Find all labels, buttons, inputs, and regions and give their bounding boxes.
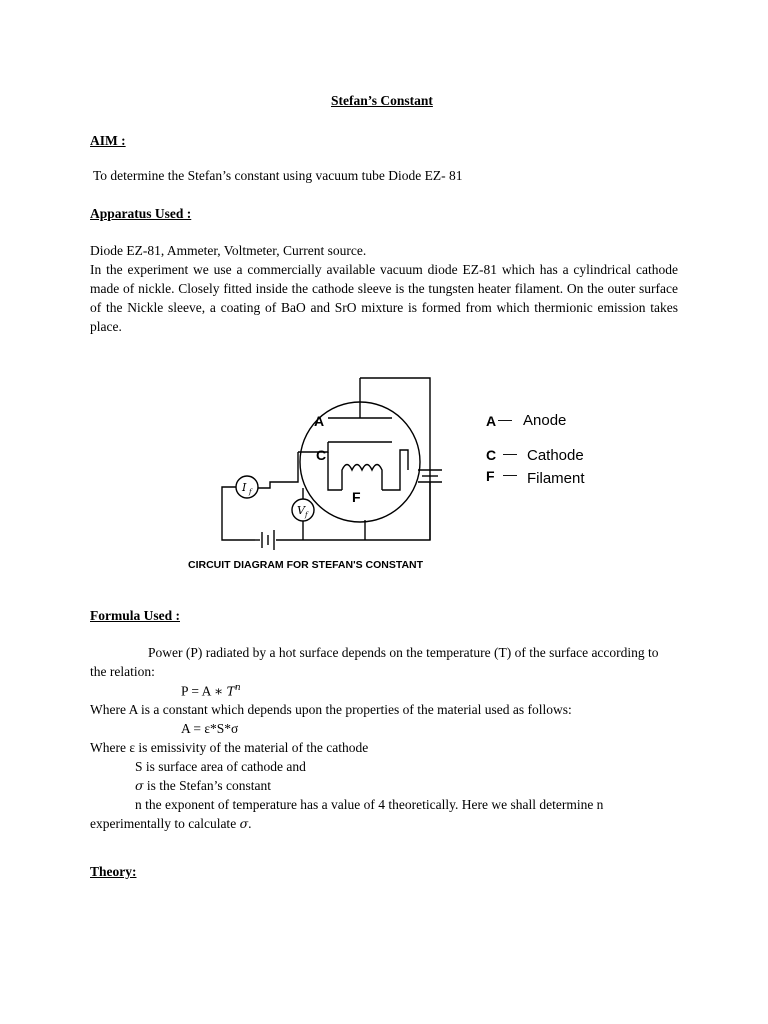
equation-power-t: T <box>226 683 235 699</box>
aim-heading: AIM : <box>90 133 126 148</box>
legend-dash-f: — <box>503 466 517 482</box>
equation-power <box>181 683 241 700</box>
equation-power-lhs: P = A ∗ <box>181 683 227 699</box>
sigma-text: is the Stefan’s constant <box>143 778 272 793</box>
n-line2-sigma: σ <box>239 816 249 831</box>
label-filament: F <box>352 489 361 505</box>
sigma-line <box>135 778 271 794</box>
apparatus-heading: Apparatus Used : <box>90 206 192 221</box>
where-a-line: Where A is a constant which depends upon the properties of the material used as follows: <box>90 702 572 717</box>
circuit-diagram <box>170 370 610 575</box>
label-cathode: C <box>316 447 327 463</box>
s-line: S is surface area of cathode and <box>135 759 306 774</box>
legend-key-a: A <box>486 413 497 429</box>
legend-dash-c: — <box>503 445 517 461</box>
filament-coil <box>342 465 382 477</box>
legend-name-filament: Filament <box>527 470 585 487</box>
equation-power-exponent: n <box>234 683 241 693</box>
aim-text: To determine the Stefan’s constant using vacuum tube Diode EZ- 81 <box>93 168 463 183</box>
label-anode: A <box>314 413 325 429</box>
legend-key-c: C <box>486 447 497 463</box>
formula-heading: Formula Used : <box>90 608 180 623</box>
n-line1: n the exponent of temperature has a value of 4 theoretically. Here we shall determine n <box>135 797 604 812</box>
formula-intro-line1: Power (P) radiated by a hot surface depends on the temperature (T) of the surface according to <box>148 645 659 660</box>
diagram-caption: CIRCUIT DIAGRAM FOR STEFAN'S CONSTANT <box>188 559 424 571</box>
equation-a: A = ε*S*σ <box>181 721 239 736</box>
ammeter-subscript: f <box>249 488 252 496</box>
apparatus-text <box>90 241 678 336</box>
voltmeter-symbol: V <box>297 504 305 517</box>
ammeter-symbol: I <box>242 481 247 494</box>
n-line2-end: . <box>248 816 252 831</box>
ammeter <box>236 476 258 498</box>
page-title: Stefan’s Constant <box>331 93 433 108</box>
voltmeter-subscript: f <box>305 511 308 519</box>
legend <box>486 411 585 487</box>
formula-intro-line2: the relation: <box>90 664 155 679</box>
apparatus-list: Diode EZ-81, Ammeter, Voltmeter, Current source. <box>90 243 367 258</box>
sigma-symbol: σ <box>135 778 144 793</box>
where-epsilon-line: Where ε is emissivity of the material of the cathode <box>90 740 369 755</box>
n-line2-text: experimentally to calculate <box>90 816 240 831</box>
legend-name-cathode: Cathode <box>527 447 584 464</box>
legend-key-f: F <box>486 468 495 484</box>
theory-heading: Theory: <box>90 864 137 879</box>
n-line2 <box>90 816 251 832</box>
legend-dash-a: — <box>498 411 512 427</box>
apparatus-paragraph: In the experiment we use a commercially available vacuum diode EZ-81 which has a cylindrical cathode made of nickle. Closely fitted inside the cathode sleeve is the tungsten heater filament. On the outer surface of the Nickle sleeve, a coating of BaO and SrO mixture is formed from which thermionic emission takes place. <box>90 262 678 334</box>
legend-name-anode: Anode <box>523 412 567 429</box>
